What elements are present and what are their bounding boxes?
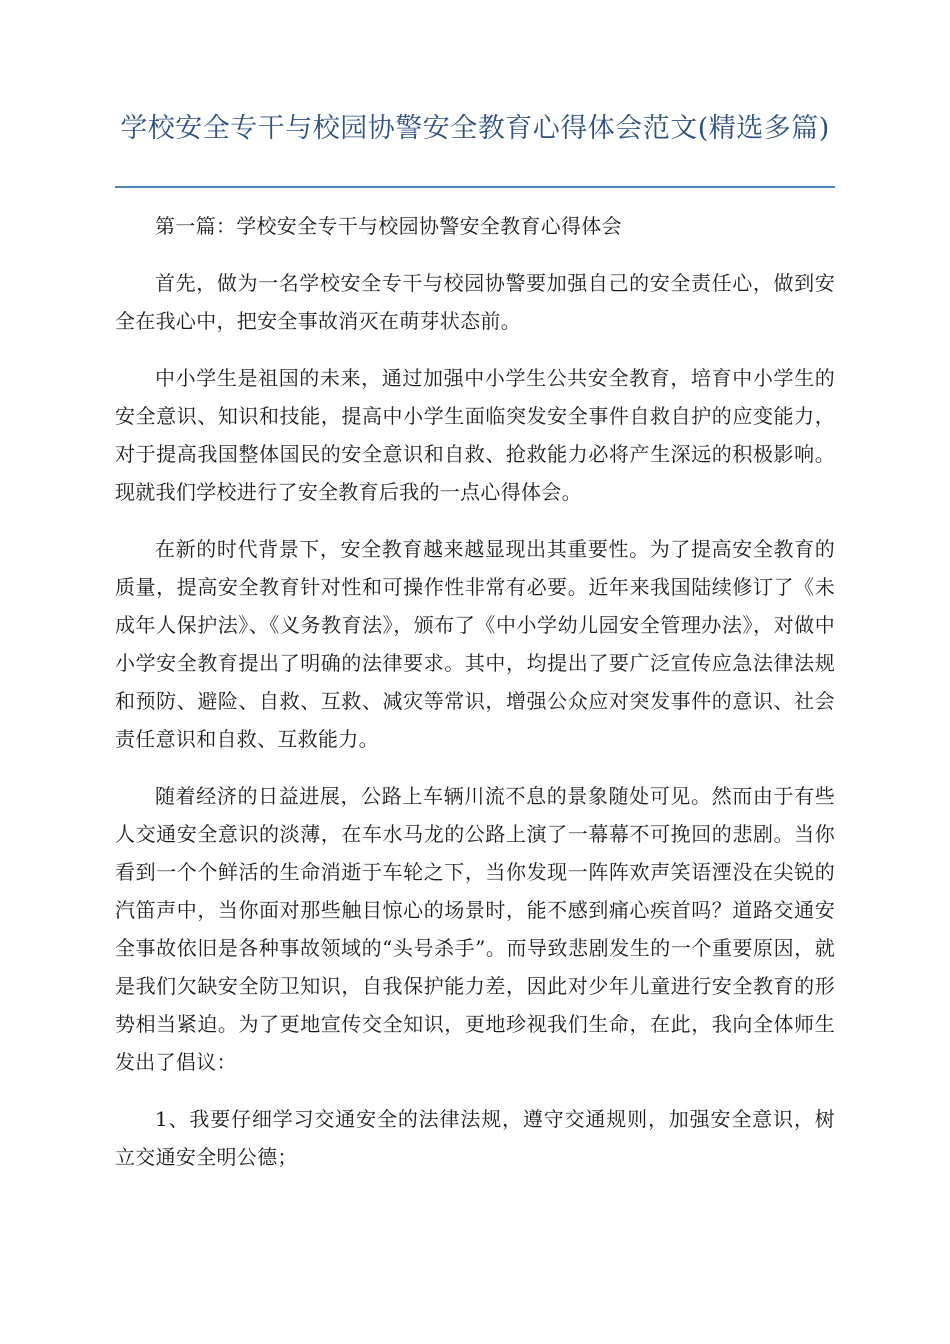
body-paragraph: 中小学生是祖国的未来，通过加强中小学生公共安全教育，培育中小学生的安全意识、知识和技能，提高中小学生面临突发安全事件自救自护的应变能力，对于提高我国整体国民的安全意识和自救、抢救能力必将产生深远的积极影响。现就我们学校进行了安全教育后我的一点心得体会。 bbox=[115, 366, 835, 504]
list-item: 1、我要仔细学习交通安全的法律法规，遵守交通规则，加强安全意识，树立交通安全明公德； bbox=[115, 1107, 835, 1169]
section-heading: 第一篇：学校安全专干与校园协警安全教育心得体会 bbox=[155, 214, 622, 238]
body-paragraph: 首先，做为一名学校安全专干与校园协警要加强自己的安全责任心，做到安全在我心中，把安全事故消灭在萌芽状态前。 bbox=[115, 271, 835, 333]
document-body bbox=[115, 207, 835, 1195]
document-title: 学校安全专干与校园协警安全教育心得体会范文(精选多篇) bbox=[120, 113, 830, 144]
title-divider bbox=[115, 186, 835, 188]
body-paragraph: 在新的时代背景下，安全教育越来越显现出其重要性。为了提高安全教育的质量，提高安全教育针对性和可操作性非常有必要。近年来我国陆续修订了《未成年人保护法》、《义务教育法》，颁布了《中小学幼儿园安全管理办法》，对做中小学安全教育提出了明确的法律要求。其中，均提出了要广泛宣传应急法律法规和预防、避险、自救、互救、减灾等常识，增强公众应对突发事件的意识、社会责任意识和自救、互救能力。 bbox=[115, 537, 835, 751]
body-paragraph: 随着经济的日益进展，公路上车辆川流不息的景象随处可见。然而由于有些人交通安全意识的淡薄，在车水马龙的公路上演了一幕幕不可挽回的悲剧。当你看到一个个鲜活的生命消逝于车轮之下，当你发现一阵阵欢声笑语湮没在尖锐的汽笛声中，当你面对那些触目惊心的场景时，能不感到痛心疾首吗？道路交通安全事故依旧是各种事故领域的“头号杀手”。而导致悲剧发生的一个重要原因，就是我们欠缺安全防卫知识，自我保护能力差，因此对少年儿童进行安全教育的形势相当紧迫。为了更地宣传交全知识，更地珍视我们生命，在此，我向全体师生发出了倡议： bbox=[115, 784, 835, 1074]
